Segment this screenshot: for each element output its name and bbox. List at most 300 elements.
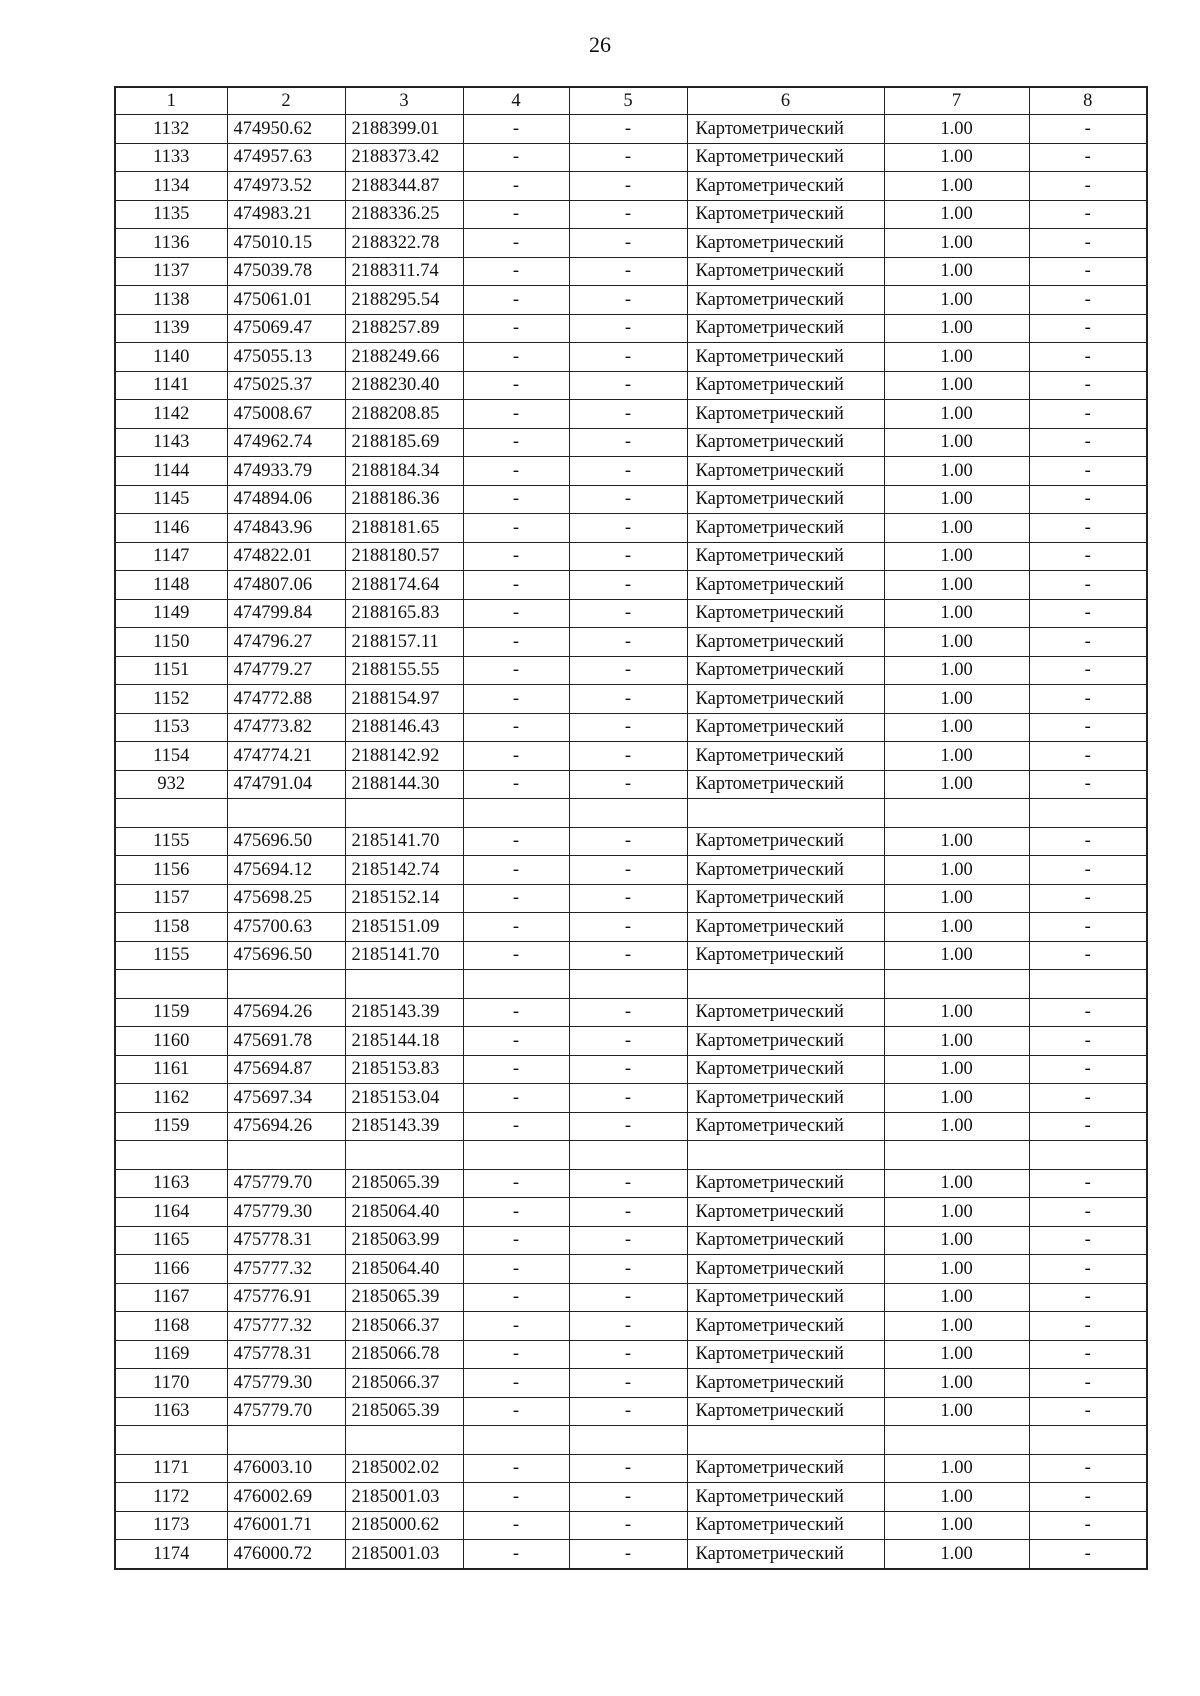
- column-8-cell: -: [1029, 1198, 1147, 1227]
- y-coordinate-cell: 2185064.40: [345, 1198, 463, 1227]
- accuracy-cell: 1.00: [884, 628, 1029, 657]
- table-row: [115, 1312, 1147, 1341]
- y-coordinate-cell: 2185066.37: [345, 1312, 463, 1341]
- method-cell: Картометрический: [687, 514, 884, 543]
- method-cell: Картометрический: [687, 599, 884, 628]
- method-cell: Картометрический: [687, 913, 884, 942]
- column-5-cell: -: [569, 485, 687, 514]
- x-coordinate-cell: 475700.63: [227, 913, 345, 942]
- table-row: [115, 941, 1147, 970]
- point-number-cell: 1158: [115, 913, 227, 942]
- column-5-cell: -: [569, 172, 687, 201]
- column-4-cell: -: [463, 856, 569, 885]
- y-coordinate-cell: 2188295.54: [345, 286, 463, 315]
- column-8-cell: -: [1029, 770, 1147, 799]
- table-row: [115, 628, 1147, 657]
- method-cell: Картометрический: [687, 1454, 884, 1483]
- column-4-cell: -: [463, 884, 569, 913]
- point-number-cell: 1163: [115, 1169, 227, 1198]
- point-number-cell: 1172: [115, 1483, 227, 1512]
- y-coordinate-cell: 2185064.40: [345, 1255, 463, 1284]
- column-4-cell: -: [463, 1169, 569, 1198]
- method-cell: Картометрический: [687, 1312, 884, 1341]
- column-4-cell: -: [463, 742, 569, 771]
- accuracy-cell: 1.00: [884, 286, 1029, 315]
- method-cell: Картометрический: [687, 856, 884, 885]
- column-5-cell: -: [569, 856, 687, 885]
- column-5-cell: -: [569, 571, 687, 600]
- x-coordinate-cell: [227, 1141, 345, 1170]
- point-number-cell: 1151: [115, 656, 227, 685]
- column-8-cell: -: [1029, 656, 1147, 685]
- column-5-cell: -: [569, 827, 687, 856]
- method-cell: Картометрический: [687, 1027, 884, 1056]
- column-5-cell: -: [569, 1055, 687, 1084]
- column-5-cell: -: [569, 742, 687, 771]
- table-row: [115, 685, 1147, 714]
- column-8-cell: [1029, 1141, 1147, 1170]
- y-coordinate-cell: 2188180.57: [345, 542, 463, 571]
- method-cell: Картометрический: [687, 827, 884, 856]
- column-8-cell: -: [1029, 628, 1147, 657]
- column-8-cell: -: [1029, 257, 1147, 286]
- point-number-cell: 1165: [115, 1226, 227, 1255]
- column-5-cell: [569, 1426, 687, 1455]
- y-coordinate-cell: [345, 1426, 463, 1455]
- column-header: 7: [884, 87, 1029, 115]
- column-5-cell: -: [569, 1084, 687, 1113]
- accuracy-cell: 1.00: [884, 1540, 1029, 1569]
- column-5-cell: -: [569, 286, 687, 315]
- x-coordinate-cell: 474791.04: [227, 770, 345, 799]
- y-coordinate-cell: 2188142.92: [345, 742, 463, 771]
- column-4-cell: -: [463, 257, 569, 286]
- column-5-cell: -: [569, 770, 687, 799]
- method-cell: Картометрический: [687, 1084, 884, 1113]
- x-coordinate-cell: 475777.32: [227, 1312, 345, 1341]
- y-coordinate-cell: 2188185.69: [345, 428, 463, 457]
- column-8-cell: -: [1029, 998, 1147, 1027]
- x-coordinate-cell: 475698.25: [227, 884, 345, 913]
- column-4-cell: -: [463, 1340, 569, 1369]
- table-row: [115, 428, 1147, 457]
- method-cell: Картометрический: [687, 571, 884, 600]
- point-number-cell: 1139: [115, 314, 227, 343]
- column-4-cell: [463, 1426, 569, 1455]
- method-cell: Картометрический: [687, 1511, 884, 1540]
- x-coordinate-cell: 475778.31: [227, 1226, 345, 1255]
- column-5-cell: -: [569, 1226, 687, 1255]
- point-number-cell: 1157: [115, 884, 227, 913]
- table-row: [115, 742, 1147, 771]
- accuracy-cell: [884, 799, 1029, 828]
- column-5-cell: [569, 970, 687, 999]
- column-4-cell: -: [463, 457, 569, 486]
- table-row: [115, 115, 1147, 144]
- point-number-cell: 1132: [115, 115, 227, 144]
- column-8-cell: -: [1029, 115, 1147, 144]
- point-number-cell: 1163: [115, 1397, 227, 1426]
- table-header-row: [115, 87, 1147, 115]
- x-coordinate-cell: 475696.50: [227, 941, 345, 970]
- method-cell: Картометрический: [687, 1055, 884, 1084]
- point-number-cell: 1168: [115, 1312, 227, 1341]
- column-5-cell: -: [569, 685, 687, 714]
- column-5-cell: -: [569, 428, 687, 457]
- column-8-cell: -: [1029, 1397, 1147, 1426]
- accuracy-cell: 1.00: [884, 1226, 1029, 1255]
- column-5-cell: -: [569, 457, 687, 486]
- point-number-cell: 1162: [115, 1084, 227, 1113]
- point-number-cell: 1142: [115, 400, 227, 429]
- y-coordinate-cell: 2185143.39: [345, 998, 463, 1027]
- y-coordinate-cell: 2188399.01: [345, 115, 463, 144]
- y-coordinate-cell: 2188146.43: [345, 713, 463, 742]
- accuracy-cell: 1.00: [884, 457, 1029, 486]
- table-row: [115, 1283, 1147, 1312]
- point-number-cell: [115, 1426, 227, 1455]
- method-cell: Картометрический: [687, 172, 884, 201]
- accuracy-cell: 1.00: [884, 1397, 1029, 1426]
- column-8-cell: -: [1029, 200, 1147, 229]
- column-4-cell: -: [463, 656, 569, 685]
- coordinates-table: [114, 86, 1148, 1570]
- table-row: [115, 656, 1147, 685]
- x-coordinate-cell: 475694.87: [227, 1055, 345, 1084]
- point-number-cell: 1155: [115, 941, 227, 970]
- table-body: [115, 115, 1147, 1569]
- table-row: [115, 1169, 1147, 1198]
- column-4-cell: -: [463, 485, 569, 514]
- accuracy-cell: 1.00: [884, 143, 1029, 172]
- table-row: [115, 827, 1147, 856]
- column-header: 8: [1029, 87, 1147, 115]
- accuracy-cell: 1.00: [884, 229, 1029, 258]
- table-row: [115, 1141, 1147, 1170]
- x-coordinate-cell: [227, 970, 345, 999]
- column-4-cell: -: [463, 628, 569, 657]
- accuracy-cell: 1.00: [884, 1169, 1029, 1198]
- column-4-cell: -: [463, 286, 569, 315]
- x-coordinate-cell: 475039.78: [227, 257, 345, 286]
- page-number: 26: [589, 32, 611, 57]
- method-cell: Картометрический: [687, 998, 884, 1027]
- column-8-cell: -: [1029, 599, 1147, 628]
- table-row: [115, 770, 1147, 799]
- y-coordinate-cell: 2185141.70: [345, 941, 463, 970]
- x-coordinate-cell: 475055.13: [227, 343, 345, 372]
- table-row: [115, 1226, 1147, 1255]
- accuracy-cell: 1.00: [884, 884, 1029, 913]
- column-5-cell: -: [569, 143, 687, 172]
- accuracy-cell: 1.00: [884, 1283, 1029, 1312]
- method-cell: [687, 970, 884, 999]
- column-4-cell: -: [463, 1084, 569, 1113]
- table-row: [115, 286, 1147, 315]
- point-number-cell: 1171: [115, 1454, 227, 1483]
- method-cell: Картометрический: [687, 428, 884, 457]
- accuracy-cell: 1.00: [884, 1198, 1029, 1227]
- table-row: [115, 1511, 1147, 1540]
- column-8-cell: [1029, 1426, 1147, 1455]
- point-number-cell: 1138: [115, 286, 227, 315]
- column-5-cell: -: [569, 1369, 687, 1398]
- point-number-cell: 1148: [115, 571, 227, 600]
- table-row: [115, 1540, 1147, 1569]
- method-cell: Картометрический: [687, 1283, 884, 1312]
- method-cell: Картометрический: [687, 143, 884, 172]
- method-cell: Картометрический: [687, 400, 884, 429]
- column-4-cell: -: [463, 941, 569, 970]
- point-number-cell: 1174: [115, 1540, 227, 1569]
- column-5-cell: -: [569, 514, 687, 543]
- column-8-cell: -: [1029, 457, 1147, 486]
- column-8-cell: -: [1029, 1369, 1147, 1398]
- table-row: [115, 970, 1147, 999]
- y-coordinate-cell: 2188322.78: [345, 229, 463, 258]
- point-number-cell: 1166: [115, 1255, 227, 1284]
- column-header: 1: [115, 87, 227, 115]
- column-8-cell: -: [1029, 514, 1147, 543]
- column-4-cell: -: [463, 371, 569, 400]
- column-4-cell: -: [463, 400, 569, 429]
- point-number-cell: 1170: [115, 1369, 227, 1398]
- column-8-cell: -: [1029, 685, 1147, 714]
- column-4-cell: -: [463, 314, 569, 343]
- accuracy-cell: 1.00: [884, 428, 1029, 457]
- column-5-cell: -: [569, 200, 687, 229]
- accuracy-cell: 1.00: [884, 371, 1029, 400]
- accuracy-cell: 1.00: [884, 343, 1029, 372]
- y-coordinate-cell: 2185002.02: [345, 1454, 463, 1483]
- point-number-cell: 1161: [115, 1055, 227, 1084]
- table-row: [115, 257, 1147, 286]
- column-4-cell: -: [463, 1369, 569, 1398]
- column-4-cell: -: [463, 770, 569, 799]
- column-5-cell: -: [569, 599, 687, 628]
- column-4-cell: -: [463, 1483, 569, 1512]
- accuracy-cell: 1.00: [884, 599, 1029, 628]
- point-number-cell: 1159: [115, 1112, 227, 1141]
- y-coordinate-cell: 2185152.14: [345, 884, 463, 913]
- x-coordinate-cell: 475061.01: [227, 286, 345, 315]
- column-8-cell: -: [1029, 229, 1147, 258]
- column-5-cell: -: [569, 314, 687, 343]
- column-5-cell: -: [569, 656, 687, 685]
- y-coordinate-cell: 2185141.70: [345, 827, 463, 856]
- table-row: [115, 457, 1147, 486]
- point-number-cell: 1154: [115, 742, 227, 771]
- column-5-cell: -: [569, 1027, 687, 1056]
- column-5-cell: -: [569, 884, 687, 913]
- column-8-cell: -: [1029, 1055, 1147, 1084]
- column-5-cell: -: [569, 941, 687, 970]
- x-coordinate-cell: 475779.30: [227, 1369, 345, 1398]
- method-cell: [687, 799, 884, 828]
- x-coordinate-cell: 474807.06: [227, 571, 345, 600]
- point-number-cell: [115, 799, 227, 828]
- y-coordinate-cell: 2185144.18: [345, 1027, 463, 1056]
- x-coordinate-cell: 475777.32: [227, 1255, 345, 1284]
- y-coordinate-cell: 2185151.09: [345, 913, 463, 942]
- method-cell: Картометрический: [687, 1255, 884, 1284]
- point-number-cell: 1159: [115, 998, 227, 1027]
- method-cell: Картометрический: [687, 1540, 884, 1569]
- point-number-cell: 1156: [115, 856, 227, 885]
- accuracy-cell: 1.00: [884, 1084, 1029, 1113]
- column-5-cell: -: [569, 1511, 687, 1540]
- accuracy-cell: 1.00: [884, 685, 1029, 714]
- method-cell: Картометрический: [687, 1340, 884, 1369]
- column-5-cell: [569, 799, 687, 828]
- method-cell: Картометрический: [687, 1169, 884, 1198]
- accuracy-cell: 1.00: [884, 1255, 1029, 1284]
- accuracy-cell: 1.00: [884, 571, 1029, 600]
- method-cell: Картометрический: [687, 685, 884, 714]
- method-cell: Картометрический: [687, 1112, 884, 1141]
- y-coordinate-cell: 2185142.74: [345, 856, 463, 885]
- accuracy-cell: 1.00: [884, 514, 1029, 543]
- column-4-cell: -: [463, 1055, 569, 1084]
- y-coordinate-cell: 2188174.64: [345, 571, 463, 600]
- column-5-cell: -: [569, 1312, 687, 1341]
- point-number-cell: 1137: [115, 257, 227, 286]
- column-4-cell: -: [463, 599, 569, 628]
- point-number-cell: 1144: [115, 457, 227, 486]
- y-coordinate-cell: 2185153.04: [345, 1084, 463, 1113]
- point-number-cell: 1153: [115, 713, 227, 742]
- column-5-cell: -: [569, 1169, 687, 1198]
- table-row: [115, 200, 1147, 229]
- accuracy-cell: 1.00: [884, 913, 1029, 942]
- column-5-cell: -: [569, 371, 687, 400]
- method-cell: Картометрический: [687, 257, 884, 286]
- column-5-cell: -: [569, 628, 687, 657]
- x-coordinate-cell: [227, 1426, 345, 1455]
- y-coordinate-cell: 2188144.30: [345, 770, 463, 799]
- point-number-cell: 1173: [115, 1511, 227, 1540]
- table-row: [115, 371, 1147, 400]
- accuracy-cell: 1.00: [884, 400, 1029, 429]
- point-number-cell: 1140: [115, 343, 227, 372]
- x-coordinate-cell: 474843.96: [227, 514, 345, 543]
- column-8-cell: -: [1029, 1084, 1147, 1113]
- point-number-cell: 1141: [115, 371, 227, 400]
- table-row: [115, 485, 1147, 514]
- accuracy-cell: 1.00: [884, 656, 1029, 685]
- x-coordinate-cell: 475069.47: [227, 314, 345, 343]
- accuracy-cell: 1.00: [884, 1055, 1029, 1084]
- point-number-cell: 1143: [115, 428, 227, 457]
- x-coordinate-cell: 475691.78: [227, 1027, 345, 1056]
- column-8-cell: -: [1029, 1027, 1147, 1056]
- x-coordinate-cell: 474933.79: [227, 457, 345, 486]
- method-cell: Картометрический: [687, 628, 884, 657]
- table-row: [115, 1454, 1147, 1483]
- x-coordinate-cell: 475694.26: [227, 1112, 345, 1141]
- y-coordinate-cell: 2188186.36: [345, 485, 463, 514]
- table-row: [115, 1483, 1147, 1512]
- point-number-cell: 1147: [115, 542, 227, 571]
- accuracy-cell: 1.00: [884, 200, 1029, 229]
- x-coordinate-cell: 475010.15: [227, 229, 345, 258]
- accuracy-cell: 1.00: [884, 998, 1029, 1027]
- column-8-cell: -: [1029, 143, 1147, 172]
- method-cell: Картометрический: [687, 1483, 884, 1512]
- table-row: [115, 1255, 1147, 1284]
- column-8-cell: -: [1029, 428, 1147, 457]
- point-number-cell: 1145: [115, 485, 227, 514]
- point-number-cell: [115, 970, 227, 999]
- column-5-cell: -: [569, 1483, 687, 1512]
- column-4-cell: -: [463, 1198, 569, 1227]
- column-5-cell: -: [569, 1283, 687, 1312]
- y-coordinate-cell: 2185066.78: [345, 1340, 463, 1369]
- accuracy-cell: 1.00: [884, 542, 1029, 571]
- point-number-cell: 1155: [115, 827, 227, 856]
- method-cell: Картометрический: [687, 485, 884, 514]
- y-coordinate-cell: 2188257.89: [345, 314, 463, 343]
- column-8-cell: -: [1029, 827, 1147, 856]
- column-5-cell: -: [569, 913, 687, 942]
- x-coordinate-cell: 476002.69: [227, 1483, 345, 1512]
- x-coordinate-cell: 476000.72: [227, 1540, 345, 1569]
- column-8-cell: -: [1029, 941, 1147, 970]
- accuracy-cell: 1.00: [884, 1511, 1029, 1540]
- y-coordinate-cell: 2185065.39: [345, 1169, 463, 1198]
- point-number-cell: 932: [115, 770, 227, 799]
- accuracy-cell: 1.00: [884, 1027, 1029, 1056]
- table-row: [115, 1112, 1147, 1141]
- point-number-cell: [115, 1141, 227, 1170]
- x-coordinate-cell: 474772.88: [227, 685, 345, 714]
- column-8-cell: -: [1029, 913, 1147, 942]
- column-8-cell: [1029, 970, 1147, 999]
- table-row: [115, 172, 1147, 201]
- x-coordinate-cell: 475776.91: [227, 1283, 345, 1312]
- method-cell: Картометрический: [687, 286, 884, 315]
- accuracy-cell: 1.00: [884, 856, 1029, 885]
- column-4-cell: -: [463, 998, 569, 1027]
- column-8-cell: -: [1029, 1112, 1147, 1141]
- column-header: 5: [569, 87, 687, 115]
- x-coordinate-cell: 474773.82: [227, 713, 345, 742]
- accuracy-cell: [884, 970, 1029, 999]
- column-4-cell: -: [463, 172, 569, 201]
- accuracy-cell: 1.00: [884, 257, 1029, 286]
- column-8-cell: -: [1029, 884, 1147, 913]
- column-5-cell: -: [569, 1198, 687, 1227]
- column-4-cell: -: [463, 827, 569, 856]
- accuracy-cell: 1.00: [884, 1369, 1029, 1398]
- table-row: [115, 599, 1147, 628]
- table-row: [115, 1397, 1147, 1426]
- x-coordinate-cell: 476003.10: [227, 1454, 345, 1483]
- table-row: [115, 799, 1147, 828]
- column-4-cell: [463, 1141, 569, 1170]
- column-8-cell: -: [1029, 1169, 1147, 1198]
- table-row: [115, 1027, 1147, 1056]
- x-coordinate-cell: 474973.52: [227, 172, 345, 201]
- column-8-cell: -: [1029, 742, 1147, 771]
- accuracy-cell: 1.00: [884, 770, 1029, 799]
- method-cell: Картометрический: [687, 314, 884, 343]
- point-number-cell: 1149: [115, 599, 227, 628]
- x-coordinate-cell: 474957.63: [227, 143, 345, 172]
- x-coordinate-cell: 474962.74: [227, 428, 345, 457]
- table-row: [115, 1426, 1147, 1455]
- accuracy-cell: 1.00: [884, 1483, 1029, 1512]
